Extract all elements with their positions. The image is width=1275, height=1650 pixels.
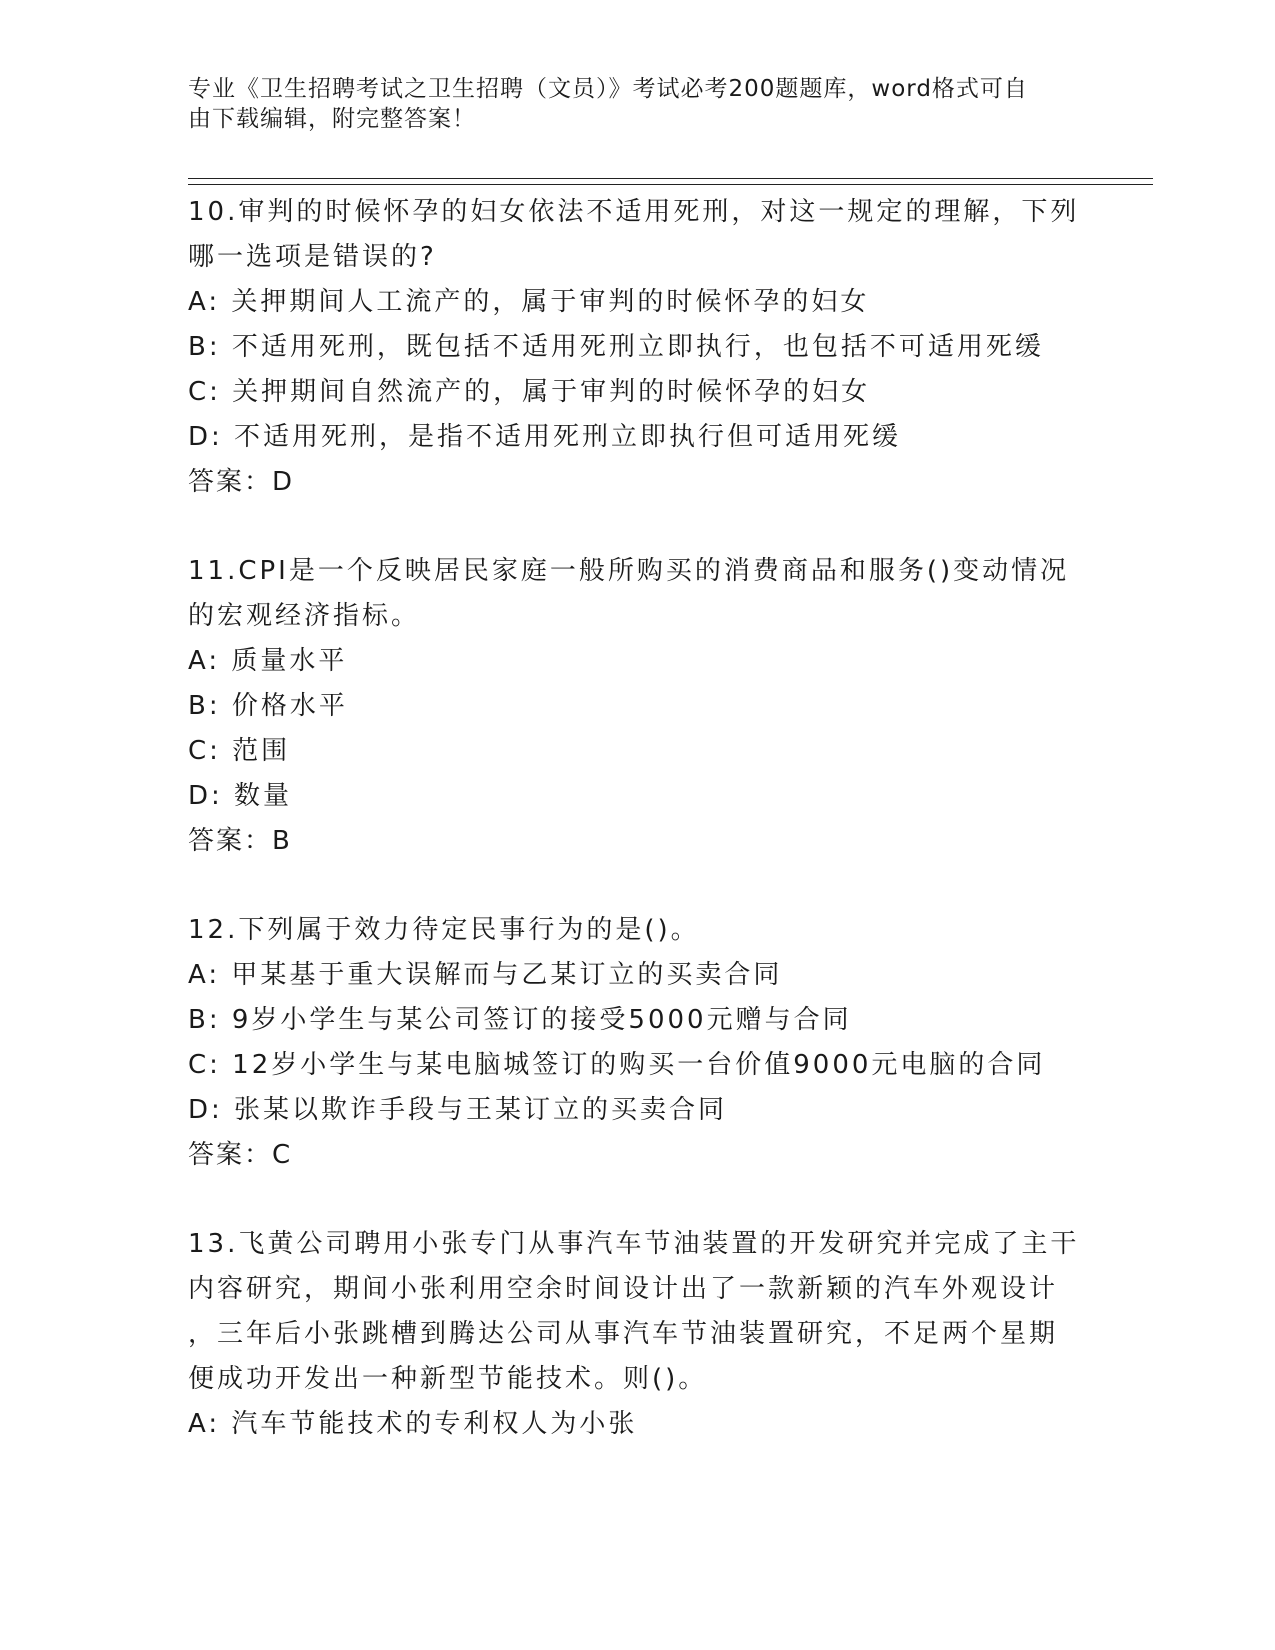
- header-line-2: 由下载编辑，附完整答案！: [188, 106, 476, 132]
- question-stem-line: 13.飞黄公司聘用小张专门从事汽车节油装置的开发研究并完成了主干: [188, 1229, 1080, 1259]
- question-list: [188, 190, 1088, 1491]
- option-c: C: 关押期间自然流产的，属于审判的时候怀孕的妇女: [188, 377, 871, 407]
- document-header: [188, 74, 1068, 134]
- question-stem-line: 10.审判的时候怀孕的妇女依法不适用死刑，对这一规定的理解，下列: [188, 197, 1080, 227]
- question-12: [188, 908, 1088, 1178]
- answer: 答案：B: [188, 826, 292, 856]
- option-a: A: 汽车节能技术的专利权人为小张: [188, 1409, 638, 1439]
- question-stem-line: 12.下列属于效力待定民事行为的是()。: [188, 915, 700, 945]
- option-d: D: 不适用死刑，是指不适用死刑立即执行但可适用死缓: [188, 422, 902, 452]
- header-divider-top: [188, 178, 1153, 179]
- option-d: D: 张某以欺诈手段与王某订立的买卖合同: [188, 1095, 728, 1125]
- question-13: [188, 1222, 1088, 1447]
- option-a: A: 关押期间人工流产的，属于审判的时候怀孕的妇女: [188, 287, 870, 317]
- answer: 答案：D: [188, 467, 295, 497]
- option-b: B: 不适用死刑，既包括不适用死刑立即执行，也包括不可适用死缓: [188, 332, 1044, 362]
- header-line-1: 专业《卫生招聘考试之卫生招聘（文员）》考试必考200题题库，word格式可自: [188, 76, 1028, 102]
- option-b: B: 价格水平: [188, 691, 348, 721]
- option-d: D: 数量: [188, 781, 293, 811]
- option-a: A: 质量水平: [188, 646, 348, 676]
- option-a: A: 甲某基于重大误解而与乙某订立的买卖合同: [188, 960, 783, 990]
- question-stem-line: 哪一选项是错误的?: [188, 242, 437, 272]
- header-divider-bottom: [188, 184, 1153, 185]
- option-b: B: 9岁小学生与某公司签订的接受5000元赠与合同: [188, 1005, 852, 1035]
- question-stem-line: 便成功开发出一种新型节能技术。则()。: [188, 1364, 708, 1394]
- answer: 答案：C: [188, 1140, 293, 1170]
- question-stem-line: 内容研究，期间小张利用空余时间设计出了一款新颖的汽车外观设计: [188, 1274, 1059, 1304]
- question-stem-line: ，三年后小张跳槽到腾达公司从事汽车节油装置研究，不足两个星期: [188, 1319, 1059, 1349]
- question-stem-line: 11.CPI是一个反映居民家庭一般所购买的消费商品和服务()变动情况: [188, 556, 1070, 586]
- option-c: C: 范围: [188, 736, 291, 766]
- question-10: [188, 190, 1088, 505]
- option-c: C: 12岁小学生与某电脑城签订的购买一台价值9000元电脑的合同: [188, 1050, 1046, 1080]
- question-stem-line: 的宏观经济指标。: [188, 601, 421, 631]
- question-11: [188, 549, 1088, 864]
